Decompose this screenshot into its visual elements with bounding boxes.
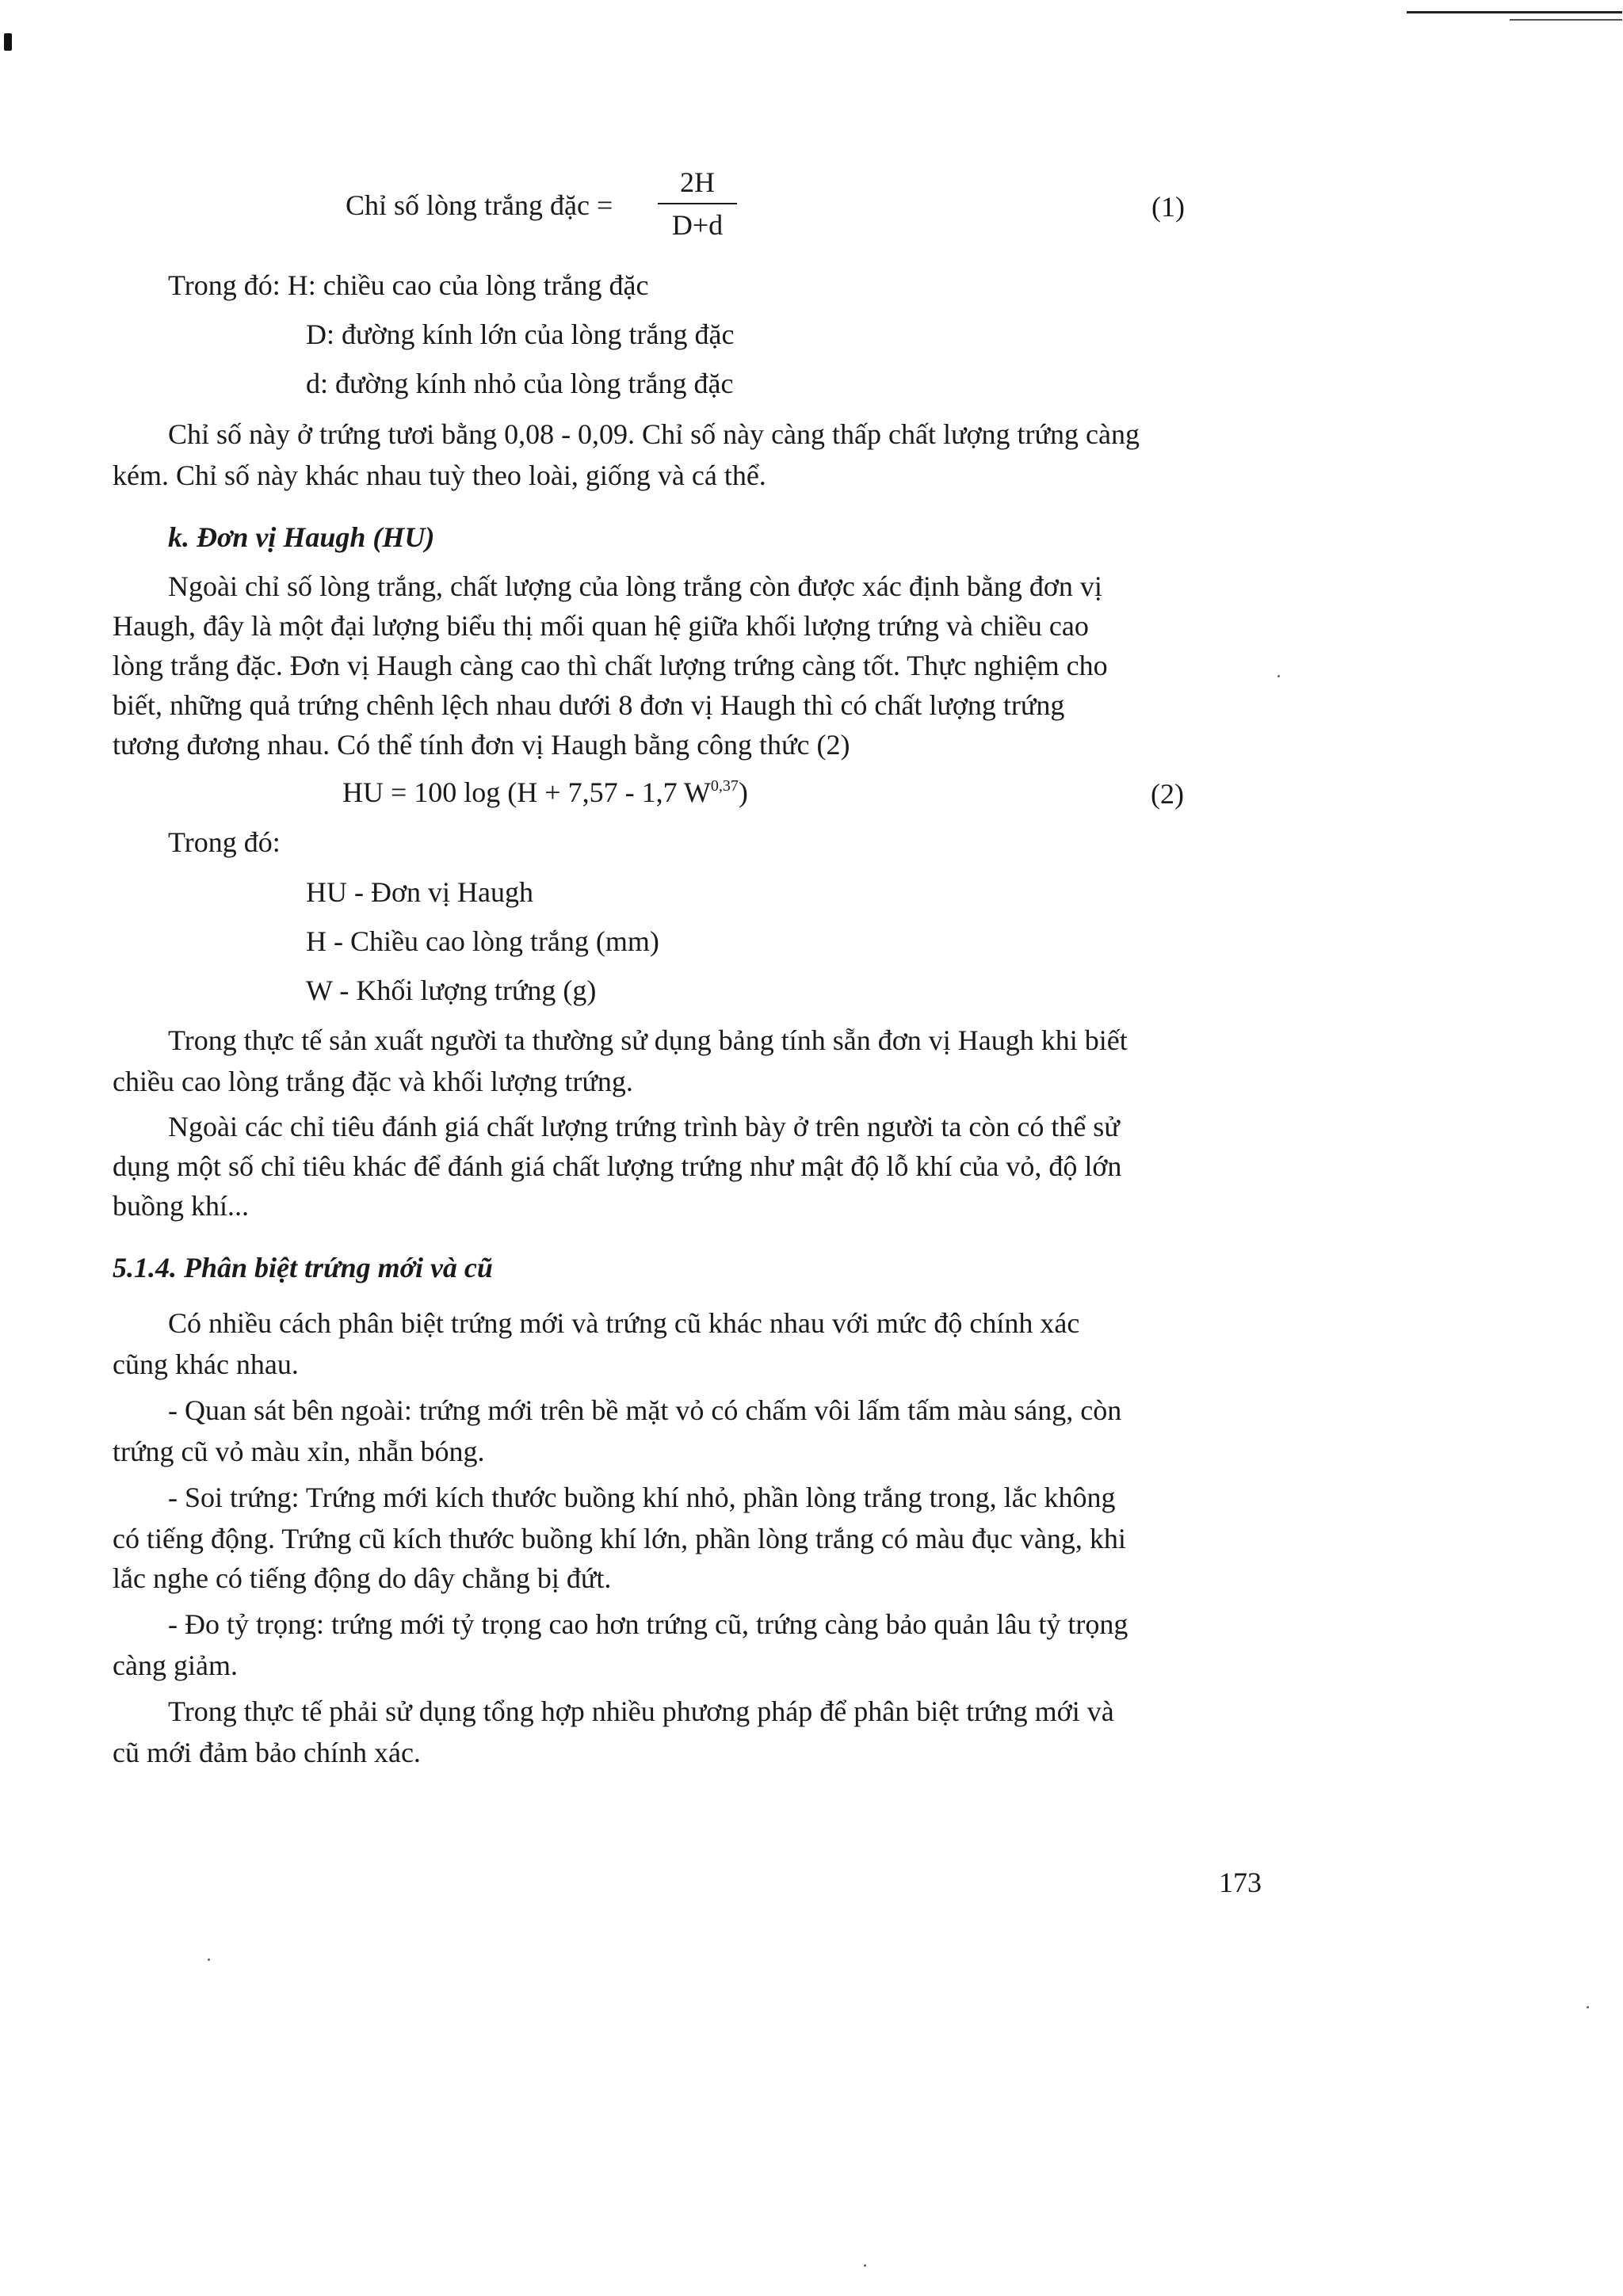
header-rule-secondary <box>1510 19 1622 21</box>
bullet-3-line: - Đo tỷ trọng: trứng mới tỷ trọng cao hơn trứng cũ, trứng càng bảo quản lâu tỷ trọng <box>168 1608 1128 1640</box>
paragraph-4-line: Ngoài các chỉ tiêu đánh giá chất lượng trứng trình bày ở trên người ta còn có thể sử <box>168 1111 1120 1142</box>
page-number: 173 <box>1219 1867 1262 1898</box>
bullet-2-line: lắc nghe có tiếng động do dây chằng bị đứt. <box>113 1562 612 1594</box>
legend-2-item: W - Khối lượng trứng (g) <box>306 974 597 1006</box>
paragraph-2-line: Haugh, đây là một đại lượng biểu thị mối quan hệ giữa khối lượng trứng và chiều cao <box>113 610 1089 642</box>
paragraph-1-line <box>168 420 1268 448</box>
formula-2-body: HU = 100 log (H + 7,57 - 1,7 W <box>342 776 711 808</box>
paragraph-1-line: kém. Chỉ số này khác nhau tuỳ theo loài, giống và cá thể. <box>113 460 766 491</box>
section-heading-5-1-4: 5.1.4. Phân biệt trứng mới và cũ <box>113 1252 493 1283</box>
formula-1-lhs: Chỉ số lòng trắng đặc = <box>346 189 613 221</box>
paragraph-2-line: biết, những quả trứng chênh lệch nhau dưới 8 đơn vị Haugh thì có chất lượng trứng <box>113 689 1065 721</box>
bullet-1-line: - Quan sát bên ngoài: trứng mới trên bề mặt vỏ có chấm vôi lấm tấm màu sáng, còn <box>168 1394 1122 1426</box>
legend-1-item: D: đường kính lớn của lòng trắng đặc <box>306 318 735 350</box>
paragraph-5-line: Có nhiều cách phân biệt trứng mới và trứng cũ khác nhau với mức độ chính xác <box>168 1307 1080 1339</box>
section-heading-k: k. Đơn vị Haugh (HU) <box>168 521 435 553</box>
formula-2-close: ) <box>738 776 748 808</box>
bullet-1-line: trứng cũ vỏ màu xỉn, nhẵn bóng. <box>113 1436 485 1467</box>
paragraph-4-line: dụng một số chỉ tiêu khác để đánh giá chất lượng trứng như mật độ lỗ khí của vỏ, độ lớn <box>113 1150 1122 1182</box>
formula-1-number: (1) <box>1151 191 1185 223</box>
scan-speck <box>1277 675 1280 677</box>
fraction-bar <box>658 203 737 204</box>
bullet-3-line: càng giảm. <box>113 1650 238 1681</box>
paragraph-2-line: lòng trắng đặc. Đơn vị Haugh càng cao thì chất lượng trứng càng tốt. Thực nghiệm cho <box>113 650 1108 681</box>
formula-2 <box>342 778 748 807</box>
legend-1-item: d: đường kính nhỏ của lòng trắng đặc <box>306 368 734 399</box>
paragraph-6-line: Trong thực tế phải sử dụng tổng hợp nhiều phương pháp để phân biệt trứng mới và <box>168 1695 1114 1727</box>
formula-1-fraction <box>658 166 737 241</box>
legend-2-intro: Trong đó: <box>168 826 281 858</box>
paragraph-2-line: tương đương nhau. Có thể tính đơn vị Haugh bằng công thức (2) <box>113 729 850 761</box>
bullet-2-line: có tiếng động. Trứng cũ kích thước buồng khí lớn, phần lòng trắng có màu đục vàng, khi <box>113 1523 1126 1554</box>
scan-artifact-mark <box>4 33 12 51</box>
formula-1-numerator: 2H <box>680 166 715 198</box>
scan-speck <box>1587 2006 1589 2008</box>
paragraph-5-line: cũng khác nhau. <box>113 1348 299 1380</box>
scan-speck <box>864 2264 866 2267</box>
text-run: Chỉ số này ở trứng tươi bằng 0,08 - 0,09. Chỉ số này càng thấp chất lượng trứng càng <box>168 418 1140 450</box>
paragraph-3-line: chiều cao lòng trắng đặc và khối lượng trứng. <box>113 1066 633 1097</box>
formula-2-exponent: 0,37 <box>710 777 739 795</box>
legend-1-intro: Trong đó: H: chiều cao của lòng trắng đặc <box>168 269 649 301</box>
legend-2-item: H - Chiều cao lòng trắng (mm) <box>306 925 659 957</box>
bullet-2-line: - Soi trứng: Trứng mới kích thước buồng khí nhỏ, phần lòng trắng trong, lắc không <box>168 1482 1116 1513</box>
legend-2-item: HU - Đơn vị Haugh <box>306 876 533 908</box>
paragraph-4-line: buồng khí... <box>113 1190 250 1222</box>
formula-1-denominator: D+d <box>671 209 724 241</box>
header-rule <box>1407 11 1622 13</box>
paragraph-3-line: Trong thực tế sản xuất người ta thường sử dụng bảng tính sẵn đơn vị Haugh khi biết <box>168 1024 1128 1056</box>
paragraph-6-line: cũ mới đảm bảo chính xác. <box>113 1737 421 1768</box>
paragraph-2-line: Ngoài chỉ số lòng trắng, chất lượng của lòng trắng còn được xác định bằng đơn vị <box>168 570 1102 602</box>
scan-speck <box>208 1958 210 1961</box>
formula-2-number: (2) <box>1151 778 1184 810</box>
